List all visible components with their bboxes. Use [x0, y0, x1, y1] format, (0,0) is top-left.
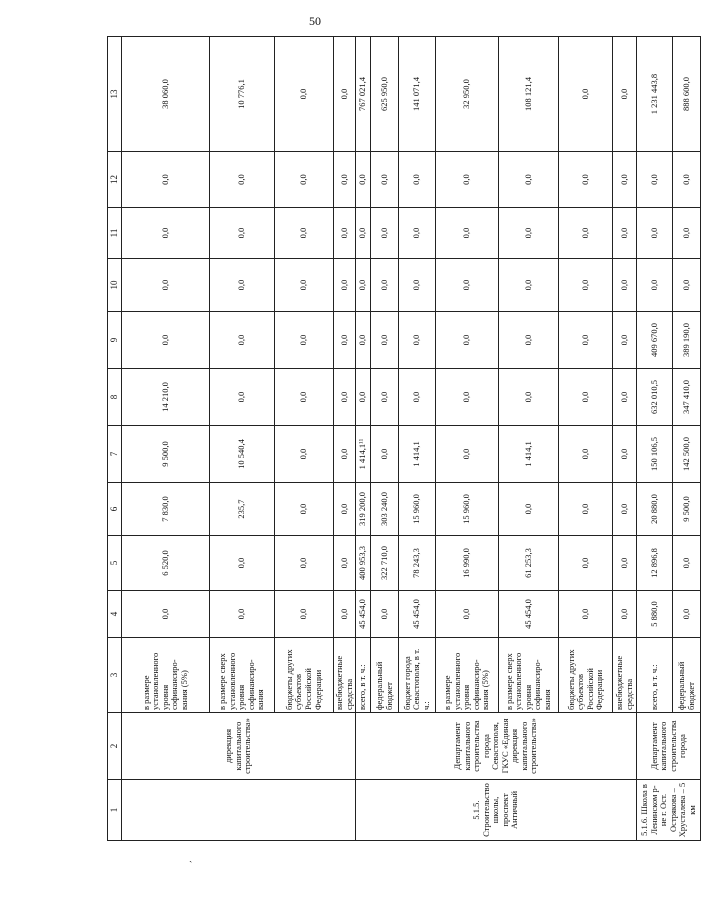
rotated-table-sheet: [107, 37, 697, 841]
value-cell: 0,0: [673, 591, 701, 638]
value-cell: 20 880,0: [637, 483, 673, 536]
table-row: [637, 37, 673, 841]
column-number: 7: [108, 426, 122, 483]
value-cell: 12 896,8: [637, 536, 673, 591]
column-number: 8: [108, 369, 122, 426]
value-cell: 0,0: [122, 591, 210, 638]
value-cell: 888 600,0: [673, 37, 701, 152]
value-cell: 0,0: [275, 483, 334, 536]
value-cell: 0,0: [399, 259, 436, 312]
value-cell: 0,0: [122, 152, 210, 208]
value-cell: 0,0: [371, 426, 399, 483]
value-cell: 0,0: [122, 312, 210, 369]
budget-table: [107, 36, 701, 841]
value-cell: 0,0: [371, 591, 399, 638]
value-cell: 15 960,0: [399, 483, 436, 536]
value-cell: 0,0: [275, 369, 334, 426]
funding-source-label: в размере установленного уровня софинансиро-вания (5%): [436, 638, 499, 713]
value-cell: 0,0: [673, 536, 701, 591]
value-cell: 0,0: [210, 312, 275, 369]
value-cell: 61 253,3: [499, 536, 559, 591]
column-number: 4: [108, 591, 122, 638]
value-cell: 0,0: [334, 37, 356, 152]
value-cell: 0,0: [356, 312, 371, 369]
column-number: 5: [108, 536, 122, 591]
value-cell: 0,0: [371, 152, 399, 208]
value-cell: 0,0: [499, 152, 559, 208]
value-cell: 0,0: [637, 152, 673, 208]
funding-source-label: в размере сверх установленного уровня софинансиро-вания: [210, 638, 275, 713]
value-cell: 319 200,0: [356, 483, 371, 536]
value-cell: 0,0: [613, 426, 637, 483]
value-cell: 0,0: [334, 591, 356, 638]
value-cell: 0,0: [613, 208, 637, 259]
value-cell: 0,0: [499, 369, 559, 426]
value-cell: 0,0: [275, 312, 334, 369]
value-cell: 142 500,0: [673, 426, 701, 483]
value-cell: 0,0: [334, 208, 356, 259]
funding-source-label: бюджет города Севастополя, в т. ч.:: [399, 638, 436, 713]
value-cell: 0,0: [334, 369, 356, 426]
value-cell: 400 953,3: [356, 536, 371, 591]
funding-source-label: внебюджетные средства: [613, 638, 637, 713]
value-cell: 0,0: [613, 483, 637, 536]
value-cell: 0,0: [275, 426, 334, 483]
funding-source-label: федеральный бюджет: [371, 638, 399, 713]
value-cell: 0,0: [613, 259, 637, 312]
value-cell: 10 540,4: [210, 426, 275, 483]
value-cell: 0,0: [399, 312, 436, 369]
column-number: 2: [108, 713, 122, 780]
value-cell: 0,0: [559, 426, 613, 483]
column-number: 3: [108, 638, 122, 713]
value-cell: 0,0: [210, 259, 275, 312]
funding-source-label: федеральный бюджет: [673, 638, 701, 713]
value-cell: 1 414,1: [399, 426, 436, 483]
value-cell: 389 190,0: [673, 312, 701, 369]
value-cell: 0,0: [499, 208, 559, 259]
column-number: 6: [108, 483, 122, 536]
value-cell: 0,0: [436, 369, 499, 426]
value-cell: 0,0: [613, 369, 637, 426]
value-cell: 0,0: [613, 152, 637, 208]
value-cell: 141 071,4: [399, 37, 436, 152]
value-cell: 0,0: [559, 152, 613, 208]
value-cell: 0,0: [210, 536, 275, 591]
value-cell: 0,0: [673, 259, 701, 312]
value-cell: 0,0: [559, 369, 613, 426]
value-cell: 9 500,0: [673, 483, 701, 536]
value-cell: 16 990,0: [436, 536, 499, 591]
value-cell: 303 240,0: [371, 483, 399, 536]
value-cell: 45 454,0: [356, 591, 371, 638]
value-cell: 0,0: [673, 208, 701, 259]
value-cell: 15 960,0: [436, 483, 499, 536]
column-number: 12: [108, 152, 122, 208]
value-cell: 0,0: [371, 208, 399, 259]
row-group-title: 5.1.5. Строительство школы, проспект Античный: [356, 780, 637, 841]
funding-source-label: в размере установленного уровня софинансиро-вания (5%): [122, 638, 210, 713]
value-cell: 0,0: [371, 369, 399, 426]
value-cell: 0,0: [436, 259, 499, 312]
value-cell: 0,0: [399, 369, 436, 426]
value-cell: 0,0: [436, 591, 499, 638]
value-cell: 767 021,4: [356, 37, 371, 152]
value-cell: 0,0: [334, 536, 356, 591]
header-row: [108, 37, 122, 841]
value-cell: 322 710,0: [371, 536, 399, 591]
funding-source-label: внебюджетные средства: [334, 638, 356, 713]
stray-mark: ˏ: [189, 852, 193, 863]
value-cell: 0,0: [275, 37, 334, 152]
value-cell: 0,0: [559, 536, 613, 591]
value-cell: 0,0: [613, 536, 637, 591]
value-cell: 0,0: [559, 483, 613, 536]
value-cell: 0,0: [275, 536, 334, 591]
value-cell: 1 231 443,8: [637, 37, 673, 152]
value-cell: 632 010,5: [637, 369, 673, 426]
value-cell: 0,0: [210, 369, 275, 426]
value-cell: 108 121,4: [499, 37, 559, 152]
value-cell: 347 410,0: [673, 369, 701, 426]
table-row: [122, 37, 210, 841]
value-cell: 0,0: [559, 208, 613, 259]
value-cell: 0,0: [334, 312, 356, 369]
value-cell: 0,0: [436, 152, 499, 208]
value-cell: 7 830,0: [122, 483, 210, 536]
row-group-title: 5.1.6. Школа в Ленинском р-не г. Ост. Острякова – Хрусталева – 5 км: [637, 780, 701, 841]
value-cell: 0,0: [356, 208, 371, 259]
value-cell: 14 210,0: [122, 369, 210, 426]
value-cell: 0,0: [613, 591, 637, 638]
value-cell: 0,0: [559, 312, 613, 369]
value-cell: 0,0: [499, 483, 559, 536]
funding-source-label: в размере сверх установленного уровня софинансиро-вания: [499, 638, 559, 713]
value-cell: 0,0: [334, 483, 356, 536]
value-cell: 0,0: [399, 208, 436, 259]
value-cell: 0,0: [637, 208, 673, 259]
value-cell: 45 454,0: [499, 591, 559, 638]
value-cell: 0,0: [334, 152, 356, 208]
value-cell: 0,0: [371, 312, 399, 369]
value-cell: 0,0: [275, 152, 334, 208]
value-cell: 0,0: [334, 426, 356, 483]
value-cell: 625 950,0: [371, 37, 399, 152]
value-cell: 0,0: [275, 259, 334, 312]
value-cell: 0,0: [356, 259, 371, 312]
value-cell: 0,0: [275, 591, 334, 638]
value-cell: 0,0: [356, 369, 371, 426]
column-number: 9: [108, 312, 122, 369]
value-cell: 0,0: [559, 259, 613, 312]
value-cell: 0,0: [210, 208, 275, 259]
value-cell: 0,0: [613, 37, 637, 152]
value-cell: 0,0: [637, 259, 673, 312]
value-cell: 6 520,0: [122, 536, 210, 591]
value-cell: 0,0: [673, 152, 701, 208]
value-cell: 9 500,0: [122, 426, 210, 483]
responsible-executor: Департамент капитального строительства города: [637, 713, 701, 780]
value-cell: 0,0: [122, 208, 210, 259]
value-cell: 0,0: [371, 259, 399, 312]
value-cell: 45 454,0: [399, 591, 436, 638]
value-cell: 0,0: [499, 259, 559, 312]
value-cell: 150 106,5: [637, 426, 673, 483]
value-cell: 0,0: [436, 312, 499, 369]
funding-source-label: бюджеты других субъектов Российской Федерации: [275, 638, 334, 713]
responsible-executor: Департамент капитального строительства города Севастополя, ГКУС «Единая дирекция капитального строительства»: [356, 713, 637, 780]
value-cell: 1 414,1¹¹: [356, 426, 371, 483]
column-number: 13: [108, 37, 122, 152]
value-cell: 0,0: [399, 152, 436, 208]
value-cell: 0,0: [436, 426, 499, 483]
row-group-title: [122, 780, 356, 841]
value-cell: 5 880,0: [637, 591, 673, 638]
value-cell: 0,0: [559, 591, 613, 638]
page-number: 50: [309, 14, 321, 28]
value-cell: 235,7: [210, 483, 275, 536]
funding-source-label: бюджеты других субъектов Российской Федерации: [559, 638, 613, 713]
value-cell: 0,0: [210, 591, 275, 638]
value-cell: 0,0: [122, 259, 210, 312]
column-number: 10: [108, 259, 122, 312]
value-cell: 0,0: [356, 152, 371, 208]
value-cell: 0,0: [613, 312, 637, 369]
value-cell: 0,0: [334, 259, 356, 312]
value-cell: 1 414,1: [499, 426, 559, 483]
table-row: [356, 37, 371, 841]
column-number: 11: [108, 208, 122, 259]
value-cell: 409 670,0: [637, 312, 673, 369]
value-cell: 78 243,3: [399, 536, 436, 591]
column-number: 1: [108, 780, 122, 841]
value-cell: 32 950,0: [436, 37, 499, 152]
responsible-executor: дирекция капитального строительства»: [122, 713, 356, 780]
value-cell: 10 776,1: [210, 37, 275, 152]
value-cell: 0,0: [436, 208, 499, 259]
value-cell: 38 060,0: [122, 37, 210, 152]
value-cell: 0,0: [499, 312, 559, 369]
value-cell: 0,0: [210, 152, 275, 208]
value-cell: 0,0: [559, 37, 613, 152]
funding-source-label: всего, в т. ч.:: [356, 638, 371, 713]
value-cell: 0,0: [275, 208, 334, 259]
funding-source-label: всего, в т. ч.:: [637, 638, 673, 713]
